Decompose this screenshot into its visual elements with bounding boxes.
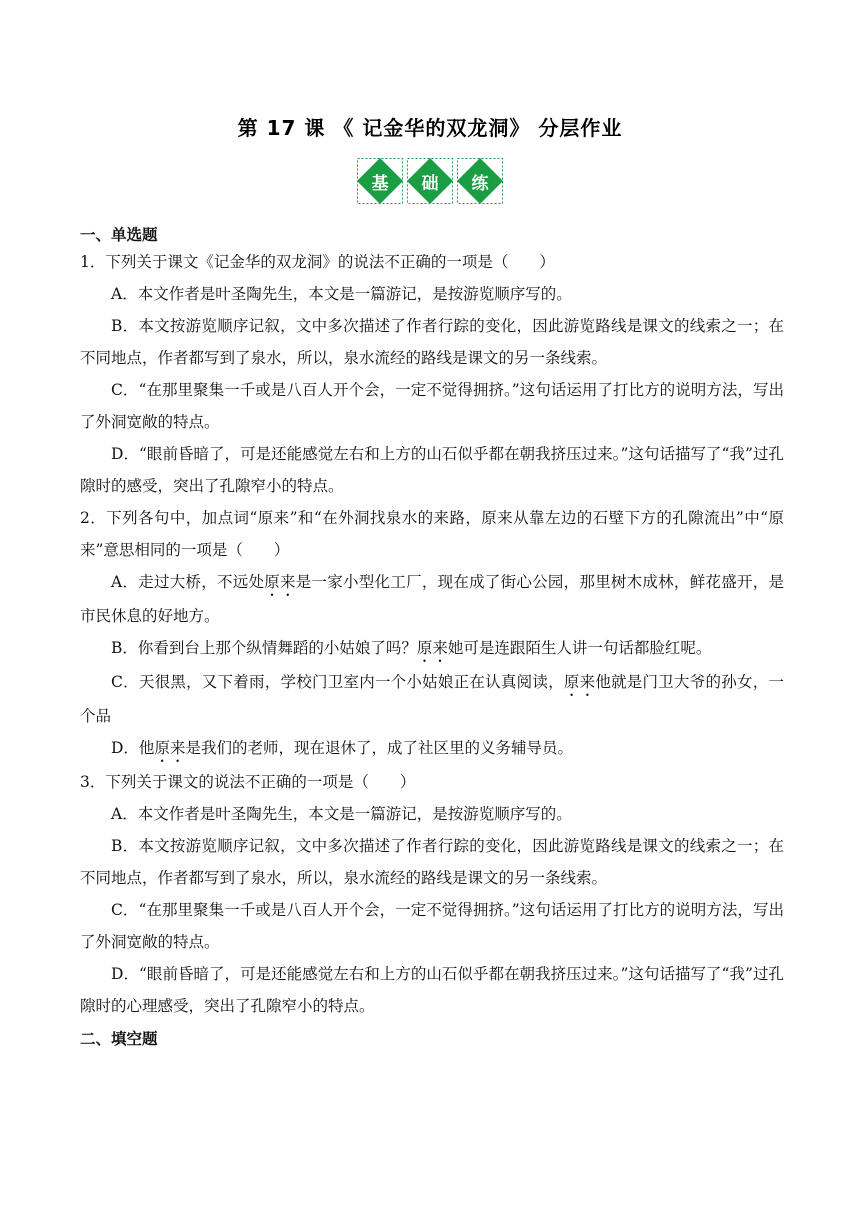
option-c[interactable]: C．天很黑，又下着雨，学校门卫室内一个小姑娘正在认真阅读，原来他就是门卫大爷的孙女，一个品 [80,673,784,725]
option-b[interactable]: B．本文按游览顺序记叙，文中多次描述了作者行踪的变化，因此游览路线是课文的线索之一；在不同地点，作者都写到了泉水，所以，泉水流经的路线是课文的另一条线索。 [80,837,784,887]
option-b[interactable]: B．本文按游览顺序记叙，文中多次描述了作者行踪的变化，因此游览路线是课文的线索之一；在不同地点，作者都写到了泉水，所以，泉水流经的路线是课文的另一条线索。 [80,317,784,367]
question-3 [80,766,784,1022]
option-c[interactable]: C．“在那里聚集一千或是八百人开个会，一定不觉得拥挤。”这句话运用了打比方的说明方法，写出了外洞宽敞的特点。 [80,381,784,431]
worksheet-content [80,224,784,1050]
badge-chu [407,158,453,204]
page-title: 第 17 课 《 记金华的双龙洞》 分层作业 [237,116,623,140]
question-stem: 2．下列各句中，加点词“原来”和“在外洞找泉水的来路，原来从靠左边的石壁下方的孔隙流出”中“原来”意思相同的一项是（ ） [80,509,784,559]
section-heading-single-choice: 一、单选题 [80,226,158,244]
level-badges [0,158,860,204]
badge-ji [357,158,403,204]
option-c[interactable]: C．“在那里聚集一千或是八百人开个会，一定不觉得拥挤。”这句话运用了打比方的说明方法，写出了外洞宽敞的特点。 [80,901,784,951]
option-d[interactable]: D．“眼前昏暗了，可是还能感觉左右和上方的山石似乎都在朝我挤压过来。”这句话描写了“我”过孔隙时的感受，突出了孔隙窄小的特点。 [80,445,784,495]
option-b[interactable]: B．你看到台上那个纵情舞蹈的小姑娘了吗？原来她可是连跟陌生人讲一句话都脸红呢。 [111,639,712,657]
dotted-word: 原来 [264,573,296,591]
badge-char: 础 [421,173,439,194]
question-stem: 1．下列关于课文《记金华的双龙洞》的说法不正确的一项是（ ） [80,253,555,271]
dotted-word: 原来 [563,673,596,691]
question-2 [80,502,784,766]
option-a[interactable]: A．本文作者是叶圣陶先生，本文是一篇游记，是按游览顺序写的。 [111,805,572,823]
option-a[interactable]: A．本文作者是叶圣陶先生，本文是一篇游记，是按游览顺序写的。 [111,285,572,303]
badge-char: 基 [371,173,389,194]
dotted-word: 原来 [154,739,186,757]
question-stem: 3．下列关于课文的说法不正确的一项是（ ） [80,773,416,791]
badge-lian [457,158,503,204]
badge-char: 练 [471,173,489,194]
option-d[interactable]: D．他原来是我们的老师，现在退休了，成了社区里的义务辅导员。 [111,739,573,757]
option-d[interactable]: D．“眼前昏暗了，可是还能感觉左右和上方的山石似乎都在朝我挤压过来。”这句话描写了“我”过孔隙时的心理感受，突出了孔隙窄小的特点。 [80,965,784,1015]
section-heading-fill-blank: 二、填空题 [80,1030,158,1048]
question-1 [80,246,784,502]
option-a[interactable]: A．走过大桥，不远处原来是一家小型化工厂，现在成了街心公园，那里树木成林，鲜花盛开，是市民休息的好地方。 [80,573,784,625]
dotted-word: 原来 [416,639,448,657]
